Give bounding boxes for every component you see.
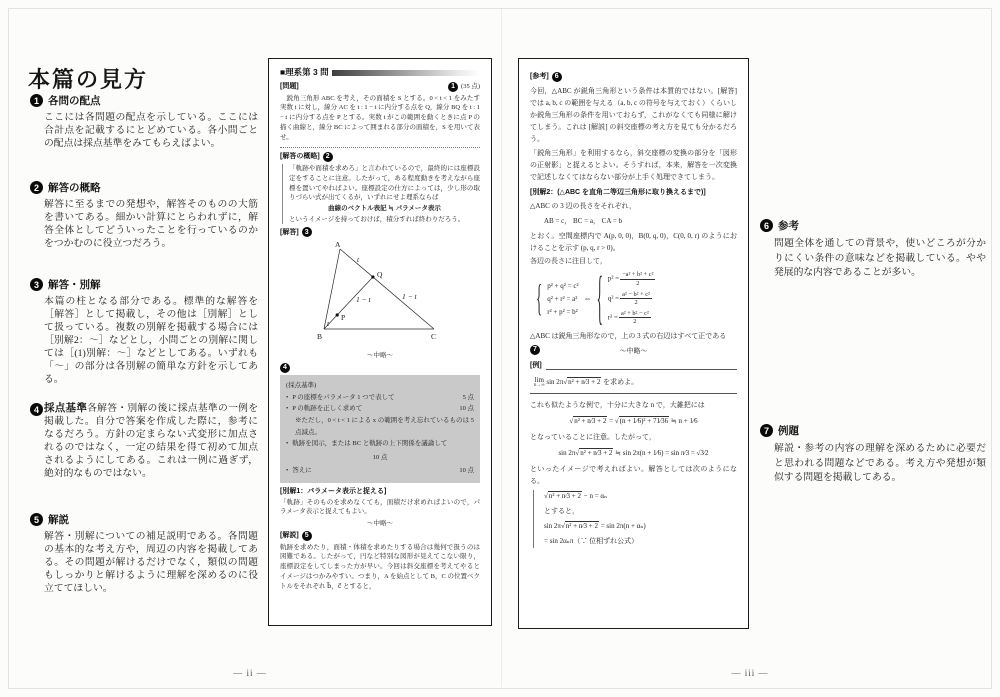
- circled-number-2: 2: [30, 181, 43, 194]
- header-gradient-bar: [332, 70, 480, 77]
- outline-label-row: [280, 152, 480, 162]
- example-label: [例]: [530, 362, 542, 370]
- problem-statement: 鋭角三角形 ABC を考え，その面積を S とする。0 < t < 1 をみたす実数 t に対し，線分 AC を t : 1 − t に内分する点を Q，線分 BQ を t : 1 − t に内分する点を P とする。実数 t がこの範囲を動くときに点 P の描く曲線と，線分 BC によって囲まれる部分の面積を，S を用いて表せ。: [280, 94, 480, 141]
- section-kaisetsu-heading: [30, 512, 258, 527]
- explanation-label: [解説]: [280, 531, 299, 539]
- annotation-reidai-heading: [760, 423, 986, 438]
- page-number-right: — iii —: [731, 668, 769, 678]
- problem-header-title: ■理系第 3 問: [280, 67, 329, 77]
- scoring-item-4-text: 答えに: [292, 467, 312, 475]
- system-eq-3: r² + p² = b²: [547, 307, 578, 316]
- omission-marker-1: 〜中略〜: [367, 352, 393, 360]
- section-saiten-paragraph: [44, 402, 258, 480]
- section-kaitou-body: 本篇の柱となる部分である。標準的な解答を［解答］として掲載し，その他は［別解］として扱っている。複数の別解を掲載する場合には［別解2：〜］などとし，小問ごとの別解に関しては［(1)別解：〜］などとしてある。いずれも「〜」の部分は各別解の簡単な方針を示してある。: [44, 296, 258, 385]
- alt-solution-1-label: [別解1：パラメータ表示と捉える]: [280, 487, 387, 495]
- alt-solution-2-intro: △ABC の 3 辺の長さをそれぞれ，: [530, 201, 636, 210]
- section-haiten-heading: [30, 93, 258, 108]
- annotation-sanko: [760, 218, 986, 281]
- vertex-B-label: B: [317, 332, 323, 342]
- outline-text-2: というイメージを持っておけば，積分すれば終わりだろう。: [289, 215, 465, 223]
- right-brace: {: [596, 261, 603, 331]
- alt-solution-2-body-1: とおく。空間座標内で A(p, 0, 0)，B(0, q, 0)，C(0, 0, r) のようにおけることを示す (p, q, r > 0)。: [530, 232, 737, 253]
- point-P-label: P: [341, 313, 346, 323]
- answer-label-row: [280, 227, 480, 237]
- annotation-reidai: [760, 423, 986, 486]
- circled-number-5-callout: 5: [302, 531, 312, 541]
- reference-paragraph-2: 「鋭角三角形」を利用するなら，斜交座標の変換の部分を「図形の正射影」と捉えるとよい。そうすれば，本来，解答を一次変換で記述しなくてはならない部分が上手く処理できてしまう。: [530, 148, 737, 181]
- system-eq-2: q² + r² = a²: [547, 294, 578, 303]
- problem-label: [問題]: [280, 82, 299, 90]
- approx-equation-1: √n² + n⁄3 + 2 = √(n + 1⁄6)² + 71⁄36 ≒ n + 1⁄6: [569, 416, 698, 425]
- equation-system-left: [547, 280, 578, 318]
- then-text: とすると，: [544, 507, 579, 516]
- circled-number-1: 1: [30, 94, 43, 107]
- circled-number-7: 7: [760, 424, 773, 437]
- outline-key-formula: 曲線のベクトル表記 ≒ パラメータ表示: [328, 205, 441, 213]
- score-callout-row: [280, 363, 480, 373]
- scoring-item-4-points: 10 点: [459, 467, 474, 475]
- section-haiten-title: 各問の配点: [48, 95, 101, 107]
- circled-number-3-callout: 3: [302, 227, 312, 237]
- bullet-icon: •: [286, 440, 289, 448]
- circled-number-5: 5: [30, 513, 43, 526]
- page-number-left: — ii —: [233, 668, 267, 678]
- approx-equation-2: sin 2π√n² + n⁄3 + 2 ≒ sin 2π(n + 1⁄6) = sin π⁄3 = √3⁄2: [558, 448, 709, 457]
- scoring-item-3-points: 10 点: [372, 453, 388, 461]
- bullet-icon: •: [286, 405, 289, 413]
- page-gutter-line: [501, 9, 502, 687]
- omission-marker-2: 〜中略〜: [367, 520, 393, 527]
- point-P-dot: [336, 314, 339, 317]
- annotation-reidai-title: 例題: [778, 425, 799, 437]
- section-haiten: [30, 93, 258, 150]
- annotation-sanko-body: 問題全体を通しての背景や，使いどころが分かりにくい条件の意味などを掲載している。やや発展的な内容であることが多い。: [774, 238, 986, 278]
- section-kaisetsu: [30, 512, 258, 595]
- example-eq-pre: sin 2π: [546, 378, 564, 387]
- bullet-icon: •: [286, 393, 289, 401]
- scoring-criteria-box: [280, 375, 480, 483]
- section-saiten-title: 採点基準: [44, 402, 88, 414]
- scoring-item-3: [286, 438, 474, 450]
- final-equation-2: = sin 2αₙπ（∵ 位相ずれ公式）: [544, 537, 639, 546]
- sqrt-expression: √n² + n⁄3 + 2: [563, 378, 601, 387]
- outline-text-1: 「軌跡や面積を求めろ」と言われているので，最終的には座標設定をすることに注意。したがって，ある程度動きを考えながら座標を置いてやればよい。座標設定の仕方によっては，少し形の取りづらい式が出てくるが，いずれにせよ理系ならば: [289, 165, 480, 202]
- final-answer-block: [533, 490, 737, 547]
- alt-solution-2-body-2: 各辺の長さに注目して，: [530, 257, 607, 266]
- acute-triangle-conclusion: △ABC は鋭角三角形なので，上の 3 式の右辺はすべて正である: [530, 331, 727, 340]
- example-header: [530, 360, 737, 372]
- example-rule-top: [546, 368, 737, 370]
- section-kaisetsu-title: 解説: [48, 514, 69, 526]
- points-group: [448, 82, 480, 92]
- section-gairyaku-heading: [30, 180, 258, 195]
- vertex-A-label: A: [335, 240, 341, 250]
- annotation-sanko-heading: [760, 218, 986, 233]
- circled-number-4: 4: [30, 403, 43, 416]
- point-Q-dot: [371, 276, 374, 279]
- problem-label-row: [280, 82, 480, 92]
- annotation-reidai-body: 解説・参考の内容の理解を深めるために必要だと思われる問題などである。考え方や発想が類似する問題を掲載してある。: [774, 443, 986, 483]
- scoring-item-1-points: 5 点: [462, 393, 474, 401]
- point-Q-label: Q: [377, 270, 383, 280]
- scoring-item-2: [286, 403, 474, 415]
- equation-system-right: [608, 271, 657, 326]
- limit-operator: lim n→∞: [534, 375, 545, 388]
- annotation-sanko-title: 参考: [778, 220, 799, 232]
- final-equation-1: sin 2π√n² + n⁄3 + 2 = sin 2π(n + αₙ): [544, 522, 646, 531]
- system-sol-2: q² = $\frac{\text{a² − b² + c²}}{2}$: [607, 290, 650, 307]
- section-gairyaku: [30, 180, 258, 250]
- discussion-paragraph-1: これも似たような例で，十分に大きな n で，大雑把には: [530, 400, 705, 409]
- circled-number-6: 6: [760, 219, 773, 232]
- substitution-equation: √n² + n⁄3 + 2 − n = αₙ: [544, 492, 608, 501]
- section-haiten-body: ここには各問題の配点を示している。ここには合計点を記載するにとどめている。各小問ごとの配点は採点基準をみてもらえばよい。: [44, 112, 258, 149]
- discussion-paragraph-2: となっていることに注意。したがって，: [530, 432, 656, 441]
- scoring-title: (採点基準): [286, 382, 317, 390]
- section-kaitou: [30, 277, 258, 386]
- answer-label: [解答]: [280, 228, 299, 236]
- section-kaitou-heading: [30, 277, 258, 292]
- outline-label: [解答の概略]: [280, 153, 320, 161]
- example-equation: [534, 376, 737, 388]
- outline-quote-block: [282, 164, 480, 224]
- ratio-t-BP-label: t: [327, 319, 330, 329]
- explanation-label-row: [280, 531, 480, 541]
- circled-number-4-callout: 4: [280, 363, 290, 373]
- triangle-figure-wrap: [280, 239, 480, 349]
- reference-label: [参考]: [530, 73, 549, 80]
- scoring-item-3-text: 軌跡を図示，または BC と軌跡の上下関係を議論して: [292, 440, 448, 448]
- sample-page-right: [518, 58, 749, 629]
- alt-solution-2-label: [別解2：(△ABC を直角二等辺三角形に取り換えるまで)]: [530, 188, 706, 196]
- scoring-item-1: [286, 392, 474, 404]
- ratio-t-AQ-label: t: [357, 255, 360, 265]
- dotted-separator: [280, 147, 480, 148]
- section-gairyaku-body: 解答に至るまでの発想や，解答そのものの大筋を書いてある。細かい計算にとらわれずに，解答全体としてどういったことを行っているのかをつかむのに役立つだろう。: [44, 199, 258, 249]
- scoring-item-4: [286, 465, 474, 477]
- omission-marker-3: 〜中略〜: [619, 347, 648, 356]
- ratio-1mt-PQ-label: 1 − t: [356, 295, 371, 305]
- reference-paragraph-1: 今回，△ABC が鋭角三角形という条件は本質的ではない。[解答] では a, b, c の範囲を与える（a, b, c の符号を与えておく）くらいしか鋭角三角形の条件を用いておらず，これがなくても同様に解けてしまう。これは [解説] の斜交座標の考え方を見ても分かるだろう。: [530, 87, 737, 144]
- iff-symbol: ⇔: [583, 293, 592, 303]
- reference-label-row: [530, 71, 737, 83]
- page-title: 本篇の見方: [28, 66, 149, 92]
- scoring-item-2-text: P の軌跡を正しく求めて: [292, 405, 363, 413]
- section-gairyaku-title: 解答の概略: [48, 182, 101, 194]
- circled-number-3: 3: [30, 278, 43, 291]
- discussion-paragraph-3: といったイメージで考えればよい。解答としては次のようになる。: [530, 465, 737, 486]
- system-sol-1: p² = $\frac{\text{−a² + b² + c²}}{2}$: [607, 271, 654, 287]
- circled-number-1-callout: 1: [448, 82, 458, 92]
- example-rule-bottom: [530, 393, 737, 394]
- points-value: (35 点): [461, 82, 480, 90]
- scoring-item-2-points: 10 点: [459, 405, 474, 413]
- example-box: [530, 360, 737, 393]
- vertex-C-label: C: [431, 332, 437, 342]
- section-kaisetsu-body: 解答・別解についての補足説明である。各問題の基本的な考え方や，周辺の内容を掲載してある。その問題が解けるだけでなく，類似の問題もしっかりと解けるように理解を深めるのに役立ててほしい。: [44, 531, 258, 594]
- bullet-icon: •: [286, 467, 289, 475]
- ratio-1mt-QC-label: 1 − t: [402, 292, 417, 302]
- section-saiten: [30, 402, 258, 480]
- section-saiten-body: 各解答・別解の後に採点基準の一例を掲載した。自分で答案を作成した際に，参考になるだろう。方針の定まらない式変形に加点されるのではなく，一定の結果を得て初めて加点されるようにしてある。これは一例に過ぎず，絶対的なものではない。: [44, 403, 259, 479]
- omission-row: [530, 345, 737, 357]
- alt-solution-1-body: 「軌跡」そのものを求めなくても，面積だけ求めればよいので，パラメータ表示と捉えてもよい。: [280, 498, 480, 516]
- left-brace: {: [536, 275, 543, 319]
- system-sol-3: r² = $\frac{\text{a² + b² − c²}}{2}$: [607, 309, 649, 326]
- example-eq-post: を求めよ。: [603, 378, 639, 387]
- circled-number-7-callout: 7: [530, 345, 540, 355]
- scoring-note: ※ただし，0 < t < 1 による x の範囲を考え忘れているものは 5 点減点。: [295, 416, 474, 436]
- circled-number-2-callout: 2: [323, 152, 333, 162]
- sample-page-left: [268, 58, 492, 626]
- section-kaitou-title: 解答・別解: [48, 279, 101, 291]
- side-lengths-equation: AB = c， BC = a， CA = b: [544, 217, 622, 226]
- problem-header: [280, 68, 480, 78]
- scoring-item-1-text: P の座標をパラメータ 1 つで表して: [292, 393, 395, 401]
- triangle-figure: [294, 239, 466, 349]
- system-eq-1: p² + q² = c²: [547, 281, 579, 290]
- explanation-body: 軌跡を求めたり，面積・体積を求めたりする場合は幾何で扱うのは困難である。したがって，円など特別な図形が見えてこない限り，座標設定をしてしまった方が早い。今回は斜交座標を考えてやるとイメージはつかみやすい。つまり，A を始点として B，C の位置ベクトルをそれぞれ b⃗，c⃗ とすると，: [280, 543, 480, 590]
- circled-number-6-callout: 6: [552, 72, 562, 82]
